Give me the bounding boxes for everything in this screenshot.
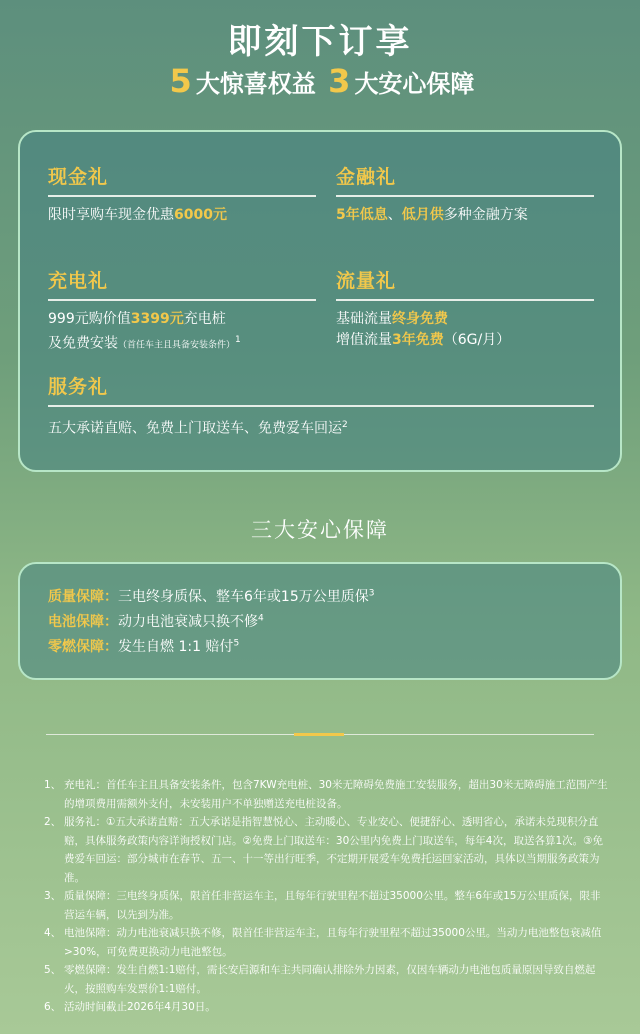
footnote: 4、 电池保障：动力电池衰减只换不修，限首任非营运车主，且每年行驶里程不超过35000公里。当动力电池整包衰减值>30%，可免费更换动力电池整包。 bbox=[44, 927, 602, 958]
footnote: 5、 零燃保障：发生自燃1:1赔付，需长安启源和车主共同确认排除外力因素，仅因车辆动力电池包质量原因导致自燃起火，按照购车发票价1:1赔付。 bbox=[44, 964, 596, 995]
benefit-data-title: 流量礼 bbox=[336, 270, 397, 292]
benefit-service-rule bbox=[48, 405, 594, 407]
benefit-cash-desc: 限时享购车现金优惠6000元 bbox=[48, 207, 227, 223]
footnote: 2、 服务礼：①五大承诺直赔：五大承诺是指智慧悦心、主动暖心、专业安心、便捷舒心、透明省心，承诺未兑现积分直赔，具体服务政策内容详询授权门店。②免费上门取送车：30公里内免费上门取送车，每年4次，取送各算1次。③免费爱车回运：部分城市在春节、五一、十一等出行旺季，不定期开展爱车免费托运回家活动，具体以当期服务政策为准。 bbox=[44, 816, 604, 884]
footnote: 6、 活动时间截止2026年4月30日。 bbox=[44, 1001, 216, 1013]
guarantee-fire: 零燃保障：发生自燃 1:1 赔付$^5$ bbox=[48, 638, 240, 655]
guarantee-quality: 质量保障：三电终身质保、整车6年或15万公里质保$^3$ bbox=[48, 588, 375, 605]
benefit-data-rule bbox=[336, 299, 594, 301]
benefit-data-desc: 基础流量终身免费 增值流量3年免费（6G/月） bbox=[336, 311, 511, 348]
benefit-finance-rule bbox=[336, 195, 594, 197]
footnotes bbox=[44, 776, 610, 1017]
benefit-charge bbox=[48, 266, 316, 357]
guarantee-battery: 电池保障：动力电池衰减只换不修$^4$ bbox=[48, 613, 264, 630]
benefit-charge-desc: 999元购价值3399元充电桩 及免费安装（首任车主且具备安装条件）$^1$ bbox=[48, 311, 241, 352]
benefit-count-text: 大惊喜权益 bbox=[195, 70, 316, 98]
benefit-cash-title: 现金礼 bbox=[48, 166, 109, 188]
benefit-charge-rule bbox=[48, 299, 316, 301]
guarantees-card bbox=[18, 562, 622, 680]
benefit-finance-title: 金融礼 bbox=[336, 166, 397, 188]
divider-accent bbox=[294, 733, 344, 736]
benefit-service bbox=[48, 372, 594, 440]
guarantee-count-text: 大安心保障 bbox=[354, 70, 475, 98]
benefit-count: 5 bbox=[169, 62, 192, 100]
benefit-finance bbox=[336, 162, 594, 226]
guarantee-count: 3 bbox=[328, 62, 351, 100]
benefit-service-title: 服务礼 bbox=[48, 376, 109, 398]
benefit-cash-rule bbox=[48, 195, 316, 197]
subheadline bbox=[0, 62, 640, 100]
benefit-cash bbox=[48, 162, 316, 226]
headline: 即刻下订享 bbox=[227, 22, 413, 62]
footnote: 1、 充电礼：首任车主且具备安装条件，包含7KW充电桩、30米无障碍免费施工安装服务，超出30米无障碍施工范围产生的增项费用需额外支付，未安装用户不单独赠送充电桩设备。 bbox=[44, 779, 608, 810]
guarantees-title: 三大安心保障 bbox=[251, 518, 389, 542]
benefit-finance-desc: 5年低息、低月供多种金融方案 bbox=[336, 207, 528, 223]
benefit-charge-title: 充电礼 bbox=[48, 270, 109, 292]
benefit-service-desc: 五大承诺直赔、免费上门取送车、免费爱车回运$^2$ bbox=[48, 420, 348, 437]
benefit-data bbox=[336, 266, 594, 351]
footnote: 3、 质量保障：三电终身质保，限首任非营运车主，且每年行驶里程不超过35000公里。整车6年或15万公里质保，限非营运车辆，以先到为准。 bbox=[44, 890, 601, 921]
benefits-card bbox=[18, 130, 622, 472]
